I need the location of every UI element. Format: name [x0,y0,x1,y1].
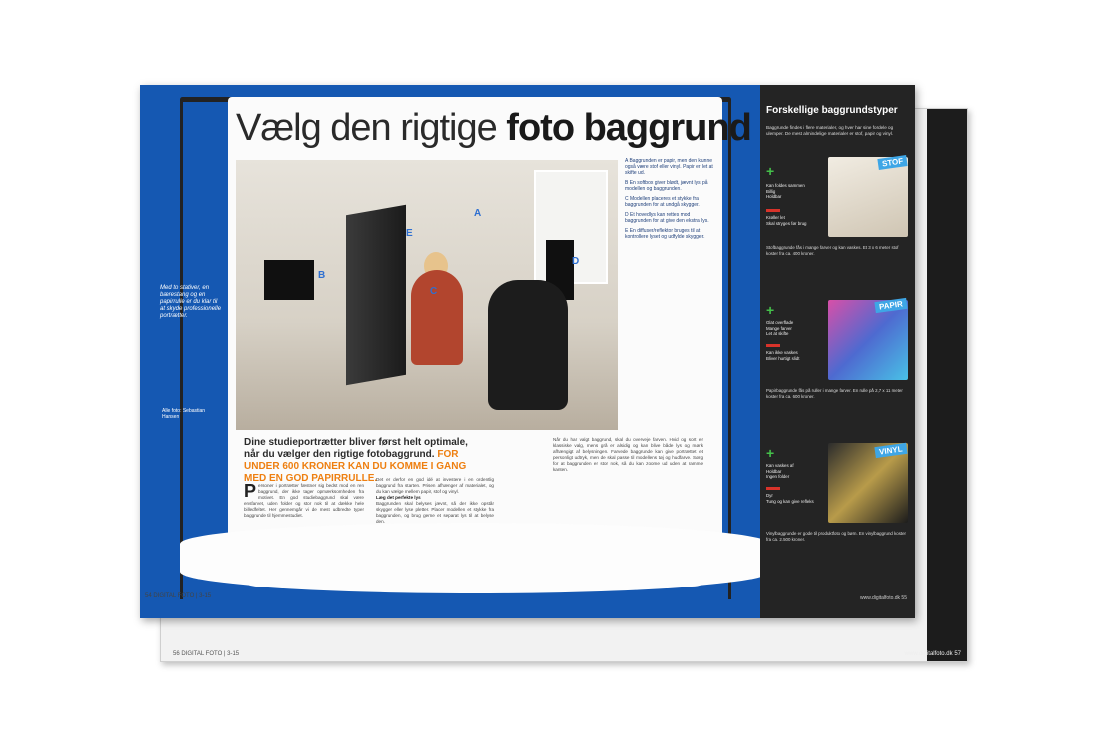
con-item: Dyr [766,493,773,498]
minus-icon [766,209,780,212]
pro-item: Holdbar [766,194,782,199]
sidebar-panel [760,85,915,618]
minus-icon [766,344,780,347]
tag-papir: PAPIR [875,298,908,313]
title-light: Vælg den rigtige [236,107,497,149]
backdrop-stand-right [728,99,731,599]
pro-item: Glat overflade [766,320,794,325]
softbox-left [264,260,314,300]
note-e: E En diffuser/reflektor bruges til at kontrollere lyset og udfylde skygger. [625,228,705,240]
body-column-2 [376,477,494,525]
subheading: Læg det perfekte lys [376,495,421,500]
photo-label-c: C [430,286,438,297]
photographer [488,280,568,410]
body-column-1 [244,483,364,519]
studio-photo [236,160,618,430]
body-text-1: ersoner i portrætter fæstner sig bedst mod en ren baggrund, der ikke tager opmærksomheden fra motivet. En god studiebaggrund skal være ensfarvet, uden folder og stor nok til at dække hele billedfeltet. Her gennemgår vi de mest udbredte typer baggrunde til hjemmestudiet. [244,483,364,518]
abc-notes [625,158,713,244]
back-page-dark-strip [927,109,967,661]
magazine-spread [140,85,915,618]
photo-credit: Alle foto: Sebastian Hansen [162,408,206,420]
paper-backdrop-floor [180,523,770,593]
pro-item: Holdbar [766,468,782,474]
pro-item: Kan foldes sammen [766,183,805,188]
page-footer-right: www.digitalfoto.dk 55 [860,595,907,601]
photo-label-e: E [406,228,413,239]
cons-list [766,493,824,504]
page-footer-left: 54 DIGITAL FOTO | 3-15 [145,593,212,599]
note-a: A Baggrunden er papir, men den kunne også være stof eller vinyl. Papir er let at skifte ud. [625,158,713,176]
drop-cap: P [244,481,257,501]
section-stof [766,157,911,297]
pros-list [766,320,824,337]
photo-label-b: B [318,270,326,281]
vinyl-description: Vinylbaggrunde er gode til produktfoto og børn. En vinylbaggrund koster fra ca. 2.500 kroner. [766,531,907,542]
note-c: C Modellen placeres et stykke fra baggrunden for at undgå skygger. [625,196,700,208]
photo-label-d: D [572,256,580,267]
stof-description: Stofbaggrunde fås i mange farver og kan vaskes. Et 3 x 6 meter stof koster fra ca. 400 kroner. [766,245,899,256]
pro-item: Mange farver [766,325,792,331]
con-item: Krøller let [766,215,785,220]
model [411,270,463,365]
minus-icon [766,487,780,490]
body-column-3 [553,437,703,473]
sidebar-intro: Baggrunde findes i flere materialer, og hver har sine fordele og ulemper. De mest almindelige materialer er stof, papir og vinyl. [766,125,894,136]
pro-item: Let at skifte [766,331,789,336]
section-vinyl [766,443,911,583]
con-item: Skal stryges før brug [766,220,807,226]
body-text-3: Når du har valgt baggrund, skal du overveje farven. Hvid og sort er klassiske valg, mens grå er alsidig og kan blive både lys og mørk afhængigt af belysningen. Farvede baggrunde kan give portrættet et personligt udtryk, men de skal passe til modellens tøj og hudfarve. Sørg for at baggrunden er stor nok, så du kan zoome ud uden at ramme kanten. [553,437,703,472]
tag-vinyl: VINYL [875,443,908,458]
note-b: B En softbox giver blødt, jævnt lys på modellen og baggrunden. [625,180,708,192]
section-papir [766,300,911,440]
pro-item: Ingen folder [766,474,790,479]
reflector-panel [346,205,406,386]
plus-icon: + [766,445,775,461]
pros-list [766,463,824,480]
photo-label-a: A [474,208,482,219]
note-d: D Et hovedlys kan rettes mod baggrunden for at give den ekstra lys. [625,212,709,224]
pros-list [766,183,824,200]
side-caption: Med to stativer, en bærestang og en papirrulle er du klar til at skyde professionelle portrætter. [160,285,222,319]
title-bold: foto baggrund [506,107,751,149]
papir-description: Papirbaggrunde fås på ruller i mange farver. En rulle på 2,7 x 11 meter koster fra ca. 600 kroner. [766,388,903,399]
article-title [236,107,751,150]
paper-rolls-image [828,300,908,380]
pro-item: Billig [766,188,776,194]
backdrop-stand-left [180,99,183,599]
tag-stof: STOF [877,155,907,170]
sidebar-title: Forskellige baggrundstyper [766,105,898,116]
lead-highlight: FOR UNDER 600 KRONER KAN DU KOMME I GANG MED EN GOD PAPIRRULLE. [244,449,467,484]
plus-icon: + [766,163,775,179]
plus-icon: + [766,302,775,318]
con-item: Kan ikke vaskes [766,350,798,355]
con-item: Tung og kan give refleks [766,498,814,504]
back-page-footer-right: www.digitalfoto.dk 57 [904,651,961,657]
fabric-image [828,157,908,237]
cons-list [766,350,824,361]
body-text-2: Det er derfor en god idé at investere i en ordentlig baggrund fra starten. Prisen afhænger af materialet, og du kan vælge mellem papir, stof og vinyl. [376,477,494,494]
pro-item: Kan vaskes af [766,463,794,468]
back-page-footer-left: 56 DIGITAL FOTO | 3-15 [173,651,240,657]
body-text-2b: Baggrunden skal belyses jævnt, så der ikke opstår skygger eller lyse pletter. Placer modellen et stykke fra baggrunden, og brug gerne et separat lys til at belyse den. [376,501,494,524]
con-item: Bliver hurtigt slidt [766,355,800,361]
cons-list [766,215,824,226]
lead-text: Dine studieportrætter bliver først helt optimale, når du vælger den rigtige fotobaggrund. [244,437,468,460]
